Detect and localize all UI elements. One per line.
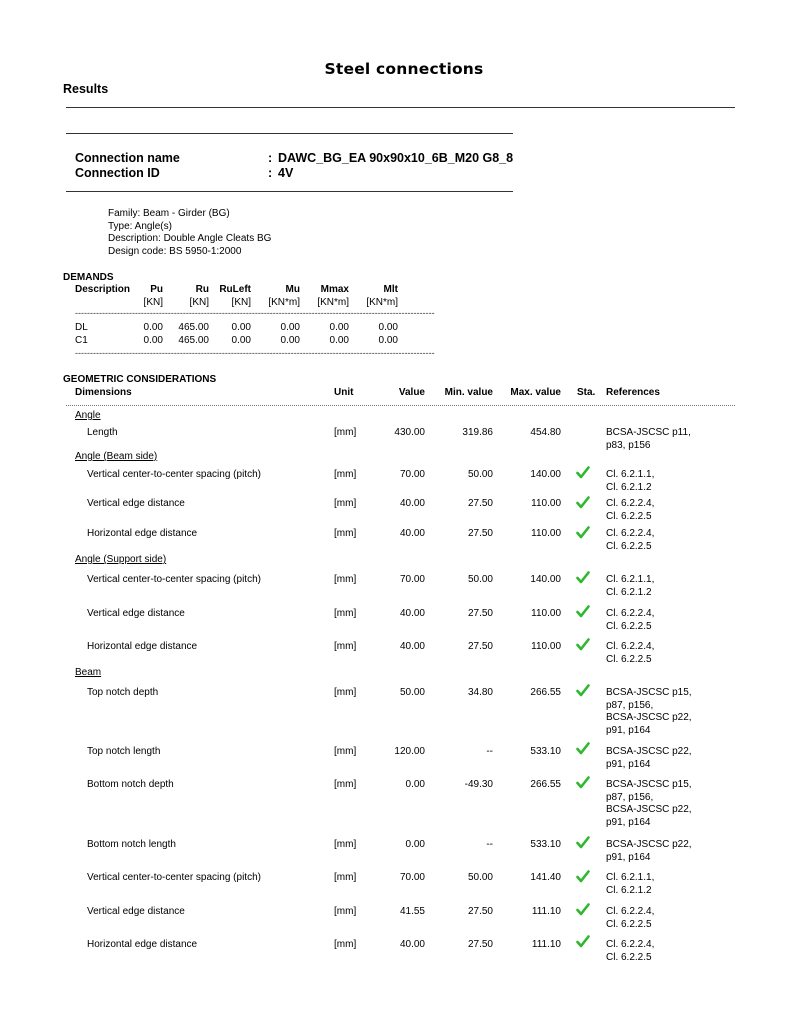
- demands-header: Mu: [285, 284, 300, 295]
- dimension-label: Horizontal edge distance: [87, 641, 198, 652]
- demand-cell: 465.00: [178, 335, 209, 346]
- dimension-max-value: 110.00: [531, 498, 561, 509]
- check-icon: [576, 684, 590, 697]
- dimension-unit: [mm]: [334, 469, 357, 480]
- dimension-min-value: 34.80: [467, 687, 493, 698]
- dimension-min-value: 27.50: [467, 906, 493, 917]
- dimension-label: Horizontal edge distance: [87, 939, 198, 950]
- check-icon: [576, 836, 590, 849]
- check-icon: [576, 742, 590, 755]
- connection-name-label: Connection name: [75, 151, 180, 165]
- dimension-label: Vertical edge distance: [87, 498, 185, 509]
- demands-title: DEMANDS: [63, 272, 114, 283]
- dimension-value: 40.00: [399, 528, 425, 539]
- dimension-label: Vertical edge distance: [87, 608, 185, 619]
- demands-unit: [KN]: [189, 297, 209, 308]
- dimension-unit: [mm]: [334, 939, 357, 950]
- description-text: Description: Double Angle Cleats BG: [108, 233, 272, 244]
- check-icon: [576, 526, 590, 539]
- demands-unit: [KN]: [231, 297, 251, 308]
- dimension-references: Cl. 6.2.1.1, Cl. 6.2.1.2: [606, 574, 655, 598]
- dimension-max-value: 140.00: [530, 469, 561, 480]
- dimension-label: Bottom notch length: [87, 839, 176, 850]
- dimension-unit: [mm]: [334, 528, 357, 539]
- dimension-references: Cl. 6.2.2.4, Cl. 6.2.2.5: [606, 528, 655, 552]
- demands-unit: [KN*m]: [366, 297, 398, 308]
- dimension-value: 70.00: [399, 872, 425, 883]
- dimension-unit: [mm]: [334, 641, 357, 652]
- design-code-text: Design code: BS 5950-1:2000: [108, 246, 242, 257]
- colon: :: [268, 151, 273, 165]
- group-angle-beam-side: Angle (Beam side): [75, 451, 158, 462]
- dimension-unit: [mm]: [334, 574, 357, 585]
- demand-row-label: DL: [75, 322, 88, 333]
- value-header: Value: [398, 387, 425, 398]
- dimension-value: 70.00: [399, 469, 425, 480]
- check-icon: [576, 466, 590, 479]
- demand-cell: 0.00: [378, 322, 398, 333]
- dimension-min-value: 27.50: [467, 498, 493, 509]
- dimension-min-value: -49.30: [464, 779, 493, 790]
- demand-cell: 0.00: [143, 335, 163, 346]
- demands-description-header: Description: [75, 284, 131, 295]
- demands-header: RuLeft: [219, 284, 251, 295]
- max-value-header: Max. value: [510, 387, 561, 398]
- dimension-references: BCSA-JSCSC p11, p83, p156: [606, 427, 691, 451]
- dimension-label: Horizontal edge distance: [87, 528, 198, 539]
- demand-cell: 0.00: [329, 322, 349, 333]
- results-heading: Results: [63, 82, 109, 96]
- check-icon: [576, 605, 590, 618]
- dimension-max-value: 110.00: [531, 608, 561, 619]
- dimension-unit: [mm]: [334, 608, 357, 619]
- dimension-value: 40.00: [399, 498, 425, 509]
- check-icon: [576, 870, 590, 883]
- type-text: Type: Angle(s): [108, 221, 172, 232]
- group-angle: Angle: [75, 410, 101, 421]
- dimension-value: 40.00: [399, 939, 425, 950]
- dimension-max-value: 266.55: [530, 779, 561, 790]
- dimensions-header: Dimensions: [75, 387, 132, 398]
- demands-header: Pu: [150, 284, 163, 295]
- dotted-divider: [66, 405, 735, 406]
- demand-cell: 0.00: [280, 322, 300, 333]
- dimension-min-value: 27.50: [467, 939, 493, 950]
- dimension-references: Cl. 6.2.2.4, Cl. 6.2.2.5: [606, 939, 655, 963]
- dimension-label: Vertical center-to-center spacing (pitch): [87, 872, 261, 883]
- dimension-value: 40.00: [399, 608, 425, 619]
- demand-cell: 0.00: [143, 322, 163, 333]
- demand-cell: 0.00: [231, 335, 251, 346]
- divider: [66, 107, 735, 108]
- page-title: Steel connections: [324, 60, 484, 78]
- dimension-unit: [mm]: [334, 872, 357, 883]
- divider: [66, 133, 513, 134]
- dashed-rule: ------------------------------------------------------------------------------------------------------------------------: [75, 348, 435, 358]
- demands-unit: [KN*m]: [268, 297, 300, 308]
- dimension-max-value: 140.00: [530, 574, 561, 585]
- check-icon: [576, 571, 590, 584]
- demand-row-label: C1: [75, 335, 88, 346]
- connection-id-value: 4V: [278, 166, 294, 180]
- dimension-unit: [mm]: [334, 746, 357, 757]
- dimension-max-value: 111.10: [531, 939, 561, 950]
- dimension-label: Top notch depth: [87, 687, 159, 698]
- check-icon: [576, 638, 590, 651]
- status-header: Sta.: [577, 387, 596, 398]
- check-icon: [576, 496, 590, 509]
- dimension-max-value: 110.00: [531, 528, 561, 539]
- dimension-min-value: 27.50: [467, 528, 493, 539]
- dimension-min-value: 27.50: [467, 641, 493, 652]
- dimension-max-value: 111.10: [531, 906, 561, 917]
- demand-cell: 0.00: [231, 322, 251, 333]
- dimension-value: 70.00: [399, 574, 425, 585]
- dimension-max-value: 266.55: [530, 687, 561, 698]
- demand-cell: 465.00: [178, 322, 209, 333]
- dimension-label: Vertical center-to-center spacing (pitch): [87, 469, 261, 480]
- family-text: Family: Beam - Girder (BG): [108, 208, 230, 219]
- demand-cell: 0.00: [280, 335, 300, 346]
- dimension-unit: [mm]: [334, 839, 357, 850]
- demands-header: Mlt: [383, 284, 398, 295]
- dimension-references: Cl. 6.2.2.4, Cl. 6.2.2.5: [606, 498, 655, 522]
- group-beam: Beam: [75, 667, 102, 678]
- dimension-unit: [mm]: [334, 779, 357, 790]
- dimension-value: 0.00: [405, 839, 425, 850]
- dimension-min-value: 50.00: [467, 872, 493, 883]
- dimension-max-value: 141.40: [530, 872, 561, 883]
- dimension-min-value: 27.50: [467, 608, 493, 619]
- dimension-unit: [mm]: [334, 906, 357, 917]
- dimension-value: 0.00: [405, 779, 425, 790]
- unit-header: Unit: [334, 387, 354, 398]
- dimension-references: BCSA-JSCSC p22, p91, p164: [606, 746, 692, 770]
- dimension-references: BCSA-JSCSC p15, p87, p156, BCSA-JSCSC p22, p91, p164: [606, 687, 692, 736]
- dimension-references: BCSA-JSCSC p22, p91, p164: [606, 839, 692, 863]
- dimension-references: Cl. 6.2.2.4, Cl. 6.2.2.5: [606, 608, 655, 632]
- dimension-label: Top notch length: [87, 746, 161, 757]
- demands-header: Mmax: [320, 284, 349, 295]
- dimension-value: 50.00: [399, 687, 425, 698]
- divider: [66, 191, 513, 192]
- min-value-header: Min. value: [444, 387, 493, 398]
- dimension-unit: [mm]: [334, 427, 357, 438]
- dimension-max-value: 533.10: [530, 746, 561, 757]
- demands-unit: [KN*m]: [317, 297, 349, 308]
- dimension-label: Bottom notch depth: [87, 779, 174, 790]
- dimension-references: Cl. 6.2.1.1, Cl. 6.2.1.2: [606, 469, 655, 493]
- dimension-label: Vertical center-to-center spacing (pitch): [87, 574, 261, 585]
- references-header: References: [606, 387, 660, 398]
- colon: :: [268, 166, 273, 180]
- dimension-min-value: 50.00: [467, 469, 493, 480]
- dimension-min-value: 50.00: [467, 574, 493, 585]
- check-icon: [576, 903, 590, 916]
- connection-id-label: Connection ID: [75, 166, 160, 180]
- dimension-label: Vertical edge distance: [87, 906, 185, 917]
- dimension-min-value: --: [486, 746, 493, 757]
- dimension-max-value: 110.00: [531, 641, 561, 652]
- dimension-references: BCSA-JSCSC p15, p87, p156, BCSA-JSCSC p22, p91, p164: [606, 779, 692, 828]
- dashed-rule: ------------------------------------------------------------------------------------------------------------------------: [75, 308, 435, 318]
- dimension-unit: [mm]: [334, 498, 357, 509]
- demands-header: Ru: [195, 284, 209, 295]
- check-icon: [576, 935, 590, 948]
- dimension-max-value: 454.80: [530, 427, 561, 438]
- dimension-label: Length: [87, 427, 118, 438]
- dimension-min-value: --: [486, 839, 493, 850]
- demand-cell: 0.00: [329, 335, 349, 346]
- dimension-value: 41.55: [399, 906, 425, 917]
- dimension-value: 120.00: [394, 746, 425, 757]
- demands-unit: [KN]: [143, 297, 163, 308]
- dimension-value: 40.00: [399, 641, 425, 652]
- dimension-references: Cl. 6.2.2.4, Cl. 6.2.2.5: [606, 641, 655, 665]
- dimension-max-value: 533.10: [530, 839, 561, 850]
- check-icon: [576, 776, 590, 789]
- dimension-references: Cl. 6.2.1.1, Cl. 6.2.1.2: [606, 872, 655, 896]
- group-angle-support-side: Angle (Support side): [75, 554, 167, 565]
- connection-name-value: DAWC_BG_EA 90x90x10_6B_M20 G8_8: [278, 151, 514, 165]
- dimension-references: Cl. 6.2.2.4, Cl. 6.2.2.5: [606, 906, 655, 930]
- geometric-title: GEOMETRIC CONSIDERATIONS: [63, 374, 217, 385]
- dimension-value: 430.00: [394, 427, 425, 438]
- demand-cell: 0.00: [378, 335, 398, 346]
- dimension-min-value: 319.86: [462, 427, 493, 438]
- dimension-unit: [mm]: [334, 687, 357, 698]
